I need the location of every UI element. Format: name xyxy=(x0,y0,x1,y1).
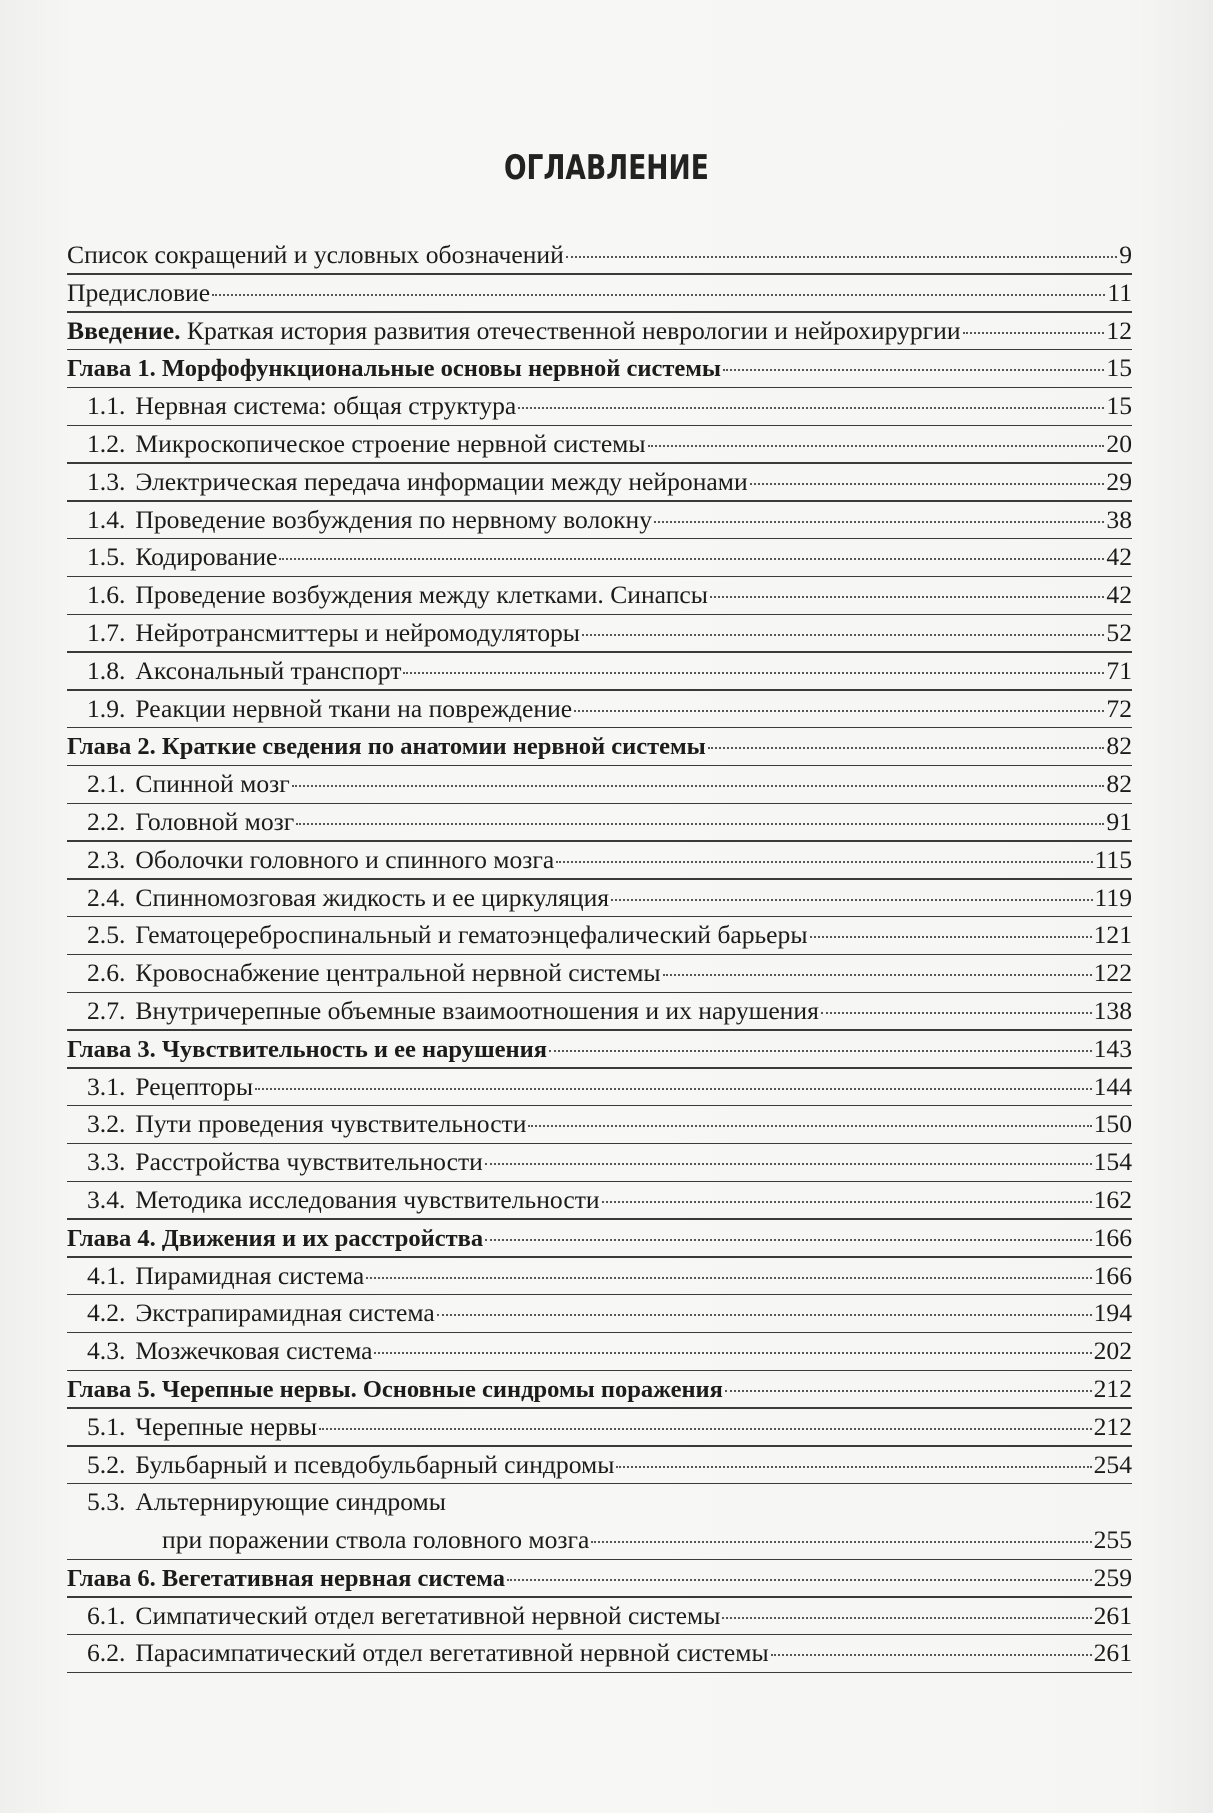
toc-entry-page: 9 xyxy=(1119,240,1132,269)
toc-entry-title: Глава 6. Вегетативная нервная система xyxy=(67,1564,506,1592)
row-divider xyxy=(67,1672,1132,1673)
dot-leader xyxy=(255,1088,1092,1090)
toc-entry-page: 11 xyxy=(1107,277,1132,307)
toc-entry xyxy=(67,1294,1132,1332)
toc-entry xyxy=(67,1370,1132,1408)
toc-entry-title: Спинной мозг xyxy=(135,769,290,799)
toc-entry-number: 3.3. xyxy=(87,1147,126,1177)
toc-entry xyxy=(67,274,1132,312)
toc-entry-title: Проведение возбуждения между клетками. Синапсы xyxy=(135,580,708,610)
toc-entry-page: 38 xyxy=(1106,504,1132,534)
dot-leader xyxy=(528,1125,1091,1127)
toc-entry-bold-prefix: Введение. xyxy=(67,315,181,345)
toc-entry-number: 2.3. xyxy=(87,844,126,874)
toc-entry xyxy=(67,1597,1132,1635)
toc-entry xyxy=(67,501,1132,539)
toc-entry-title: Методика исследования чувствительности xyxy=(135,1184,600,1214)
toc-entry xyxy=(67,312,1132,350)
dot-leader xyxy=(296,823,1104,825)
toc-entry-title: Список сокращений и условных обозначений xyxy=(67,240,564,269)
dot-leader xyxy=(319,1428,1092,1430)
toc-entry-page: 91 xyxy=(1106,806,1132,836)
toc-entry-page: 82 xyxy=(1106,769,1132,799)
toc-entry-title: Симпатический отдел вегетативной нервной системы xyxy=(135,1600,721,1630)
toc-entry-title: Пути проведения чувствительности xyxy=(135,1109,527,1139)
dot-leader xyxy=(710,596,1104,598)
toc-entry-title: Головной мозг xyxy=(135,806,295,836)
toc-entry-page: 15 xyxy=(1106,353,1132,383)
toc-entry-page: 20 xyxy=(1106,428,1132,458)
toc-entry-title: Мозжечковая система xyxy=(135,1336,373,1366)
toc-entry xyxy=(67,1219,1132,1257)
dot-leader xyxy=(556,861,1092,863)
dot-leader xyxy=(750,483,1105,485)
dot-leader xyxy=(374,1352,1091,1354)
toc-entry-page: 119 xyxy=(1094,882,1132,912)
toc-entry-number: 1.2. xyxy=(87,428,126,458)
toc-entry xyxy=(67,1634,1132,1672)
toc-entry-number: 4.1. xyxy=(87,1260,126,1290)
toc-entry-number: 4.3. xyxy=(87,1336,126,1366)
dot-leader xyxy=(611,899,1093,901)
toc-entry xyxy=(67,1257,1132,1295)
toc-entry-number: 1.3. xyxy=(87,466,126,496)
toc-entry-page: 255 xyxy=(1093,1525,1132,1555)
toc-entry-page: 42 xyxy=(1106,542,1132,572)
dot-leader xyxy=(485,1239,1091,1241)
toc-entry-number: 2.4. xyxy=(87,882,126,912)
dot-leader xyxy=(518,407,1104,409)
dot-leader xyxy=(485,1163,1092,1165)
toc-entry xyxy=(67,387,1132,425)
toc-entry-number: 4.2. xyxy=(87,1298,126,1328)
toc-entry-title: Кровоснабжение центральной нервной системы xyxy=(135,958,661,988)
toc-entry-title: Глава 4. Движения и их расстройства xyxy=(67,1224,484,1252)
toc-entry-page: 42 xyxy=(1106,580,1132,610)
toc-entry-number: 1.7. xyxy=(87,617,126,647)
toc-entry-page: 166 xyxy=(1093,1222,1132,1252)
toc-entry xyxy=(67,727,1132,765)
toc-entry-page: 150 xyxy=(1093,1109,1132,1139)
toc-entry xyxy=(67,236,1132,274)
toc-entry xyxy=(67,652,1132,690)
toc-entry xyxy=(67,690,1132,728)
toc-entry-title: Реакции нервной ткани на повреждение xyxy=(135,693,573,723)
dot-leader xyxy=(591,1541,1091,1543)
dot-leader xyxy=(279,558,1104,560)
toc-entry-page: 122 xyxy=(1093,958,1132,988)
dot-leader xyxy=(654,521,1104,523)
toc-entry-title: Глава 3. Чувствительность и ее нарушения xyxy=(67,1035,547,1063)
toc-entry-page: 261 xyxy=(1093,1638,1132,1668)
toc-entry xyxy=(67,463,1132,501)
toc-entry-page: 121 xyxy=(1093,920,1132,950)
toc-entry-title: Расстройства чувствительности xyxy=(135,1147,483,1177)
toc-entry-title: Гематоцереброспинальный и гематоэнцефалический барьеры xyxy=(135,920,808,950)
toc-entry-title: Пирамидная система xyxy=(135,1260,365,1290)
toc-entry-title: Электрическая передача информации между нейронами xyxy=(135,466,748,496)
toc-entry-number: 2.6. xyxy=(87,958,126,988)
toc-entry-title: Черепные нервы xyxy=(135,1411,318,1441)
toc-entry-title-rest: Краткая история развития отечественной неврологии и нейрохирургии xyxy=(180,315,961,345)
toc-entry xyxy=(67,992,1132,1030)
toc-entry-number: 3.1. xyxy=(87,1071,126,1101)
dot-leader xyxy=(725,1390,1092,1392)
toc-entry-title: Кодирование xyxy=(135,542,278,572)
toc-entry-page: 194 xyxy=(1093,1298,1132,1328)
toc-entry-page: 212 xyxy=(1093,1411,1132,1441)
toc-entry xyxy=(67,614,1132,652)
dot-leader xyxy=(566,256,1117,258)
dot-leader xyxy=(437,1314,1092,1316)
toc-entry-title: Бульбарный и псевдобульбарный синдромы xyxy=(135,1449,615,1479)
dot-leader xyxy=(963,332,1105,334)
dot-leader xyxy=(723,369,1104,371)
toc-entry-page: 261 xyxy=(1093,1600,1132,1630)
toc-entry-title: Альтернирующие синдромы xyxy=(135,1487,446,1517)
toc-entry-number: 3.2. xyxy=(87,1109,126,1139)
toc-entry-page: 15 xyxy=(1106,391,1132,421)
toc-entry-number: 6.2. xyxy=(87,1638,126,1668)
toc-entry xyxy=(67,841,1132,879)
toc-entry-number: 1.5. xyxy=(87,542,126,572)
dot-leader xyxy=(582,634,1104,636)
toc-entry-title: Глава 5. Черепные нервы. Основные синдромы поражения xyxy=(67,1375,723,1403)
toc-entry-page: 154 xyxy=(1093,1147,1132,1177)
toc-entry xyxy=(67,1332,1132,1370)
toc-entry-page: 254 xyxy=(1093,1449,1132,1479)
dot-leader xyxy=(574,710,1104,712)
dot-leader xyxy=(507,1579,1092,1581)
toc-entry xyxy=(67,1521,1132,1559)
toc-entry-number: 2.5. xyxy=(87,920,126,950)
toc-entry xyxy=(67,1105,1132,1143)
toc-entry-number: 1.4. xyxy=(87,504,126,534)
toc-entry xyxy=(67,1181,1132,1219)
toc-entry-number: 6.1. xyxy=(87,1600,126,1630)
dot-leader xyxy=(708,747,1105,749)
dot-leader xyxy=(722,1617,1091,1619)
toc-entry-title: Рецепторы xyxy=(135,1071,254,1101)
toc-entry-page: 162 xyxy=(1093,1184,1132,1214)
toc-entry xyxy=(67,954,1132,992)
toc-entry-number: 1.6. xyxy=(87,580,126,610)
toc-entry-number: 5.3. xyxy=(87,1487,126,1517)
dot-leader xyxy=(821,1012,1092,1014)
toc-entry-title: Предисловие xyxy=(67,277,211,307)
toc-entry-number: 5.2. xyxy=(87,1449,126,1479)
toc-entry-title: Парасимпатический отдел вегетативной нервной системы xyxy=(135,1638,769,1668)
toc-entry-title: Проведение возбуждения по нервному волокну xyxy=(135,504,653,534)
toc-entry-title xyxy=(67,312,961,350)
toc-entry-number: 2.2. xyxy=(87,806,126,836)
toc-entry-page: 138 xyxy=(1093,995,1132,1025)
toc-entry xyxy=(67,879,1132,917)
toc-entry-title: Нервная система: общая структура xyxy=(135,391,517,421)
toc-entry-number: 2.1. xyxy=(87,769,126,799)
toc-entry xyxy=(67,1030,1132,1068)
toc-entry-title: при поражении ствола головного мозга xyxy=(162,1525,590,1555)
toc-entry-title: Экстрапирамидная система xyxy=(135,1298,435,1328)
toc-entry-number: 5.1. xyxy=(87,1411,126,1441)
toc-entry xyxy=(67,1143,1132,1181)
toc-entry-page: 202 xyxy=(1093,1336,1132,1366)
toc-entry-page: 212 xyxy=(1093,1373,1132,1403)
dot-leader xyxy=(549,1050,1092,1052)
toc-entry xyxy=(67,765,1132,803)
toc-entry-page: 29 xyxy=(1106,466,1132,496)
toc-entry xyxy=(67,349,1132,387)
toc-entry-page: 166 xyxy=(1093,1260,1132,1290)
toc-entry-page: 259 xyxy=(1093,1562,1132,1592)
toc-entry-title: Оболочки головного и спинного мозга xyxy=(135,844,555,874)
toc-entry-title: Глава 1. Морфофункциональные основы нервной системы xyxy=(67,355,722,383)
dot-leader xyxy=(771,1654,1092,1656)
toc-entry-number: 2.7. xyxy=(87,995,126,1025)
toc-entry-number: 1.8. xyxy=(87,655,126,685)
toc-entry xyxy=(67,538,1132,576)
toc-entry-number: 3.4. xyxy=(87,1184,126,1214)
toc-entry-title: Глава 2. Краткие сведения по анатомии нервной системы xyxy=(67,733,706,761)
toc-entry-title: Внутричерепные объемные взаимоотношения и их нарушения xyxy=(135,995,819,1025)
dot-leader xyxy=(403,672,1104,674)
dot-leader xyxy=(648,445,1105,447)
dot-leader xyxy=(602,1201,1092,1203)
toc-entry-title: Нейротрансмиттеры и нейромодуляторы xyxy=(135,617,580,647)
dot-leader xyxy=(663,974,1092,976)
toc-entry xyxy=(67,1559,1132,1597)
dot-leader xyxy=(616,1466,1091,1468)
toc-entry-page: 52 xyxy=(1106,617,1132,647)
dot-leader xyxy=(292,785,1105,787)
dot-leader xyxy=(810,936,1092,938)
toc-entry xyxy=(67,1408,1132,1446)
toc-entry-title: Микроскопическое строение нервной системы xyxy=(135,428,646,458)
toc-entry xyxy=(67,916,1132,954)
toc-entry xyxy=(67,576,1132,614)
toc-entry xyxy=(67,425,1132,463)
toc-entry xyxy=(67,803,1132,841)
toc-entry-page: 72 xyxy=(1106,693,1132,723)
toc-entry-page: 143 xyxy=(1093,1033,1132,1063)
toc-entry-page: 12 xyxy=(1106,315,1132,345)
table-of-contents xyxy=(67,236,1132,1672)
toc-entry-number: 1.1. xyxy=(87,391,126,421)
page-title: ОГЛАВЛЕНИЕ xyxy=(503,148,709,188)
toc-entry-page: 115 xyxy=(1094,844,1132,874)
toc-entry xyxy=(67,1446,1132,1484)
toc-entry xyxy=(67,1068,1132,1106)
toc-entry-title: Спинномозговая жидкость и ее циркуляция xyxy=(135,882,610,912)
dot-leader xyxy=(366,1277,1091,1279)
toc-entry-page: 82 xyxy=(1106,731,1132,761)
toc-entry-number: 1.9. xyxy=(87,693,126,723)
toc-entry xyxy=(67,1483,1132,1521)
toc-entry-title: Аксональный транспорт xyxy=(135,655,402,685)
dot-leader xyxy=(212,294,1105,296)
toc-entry-page: 71 xyxy=(1106,655,1132,685)
toc-entry-page: 144 xyxy=(1093,1071,1132,1101)
